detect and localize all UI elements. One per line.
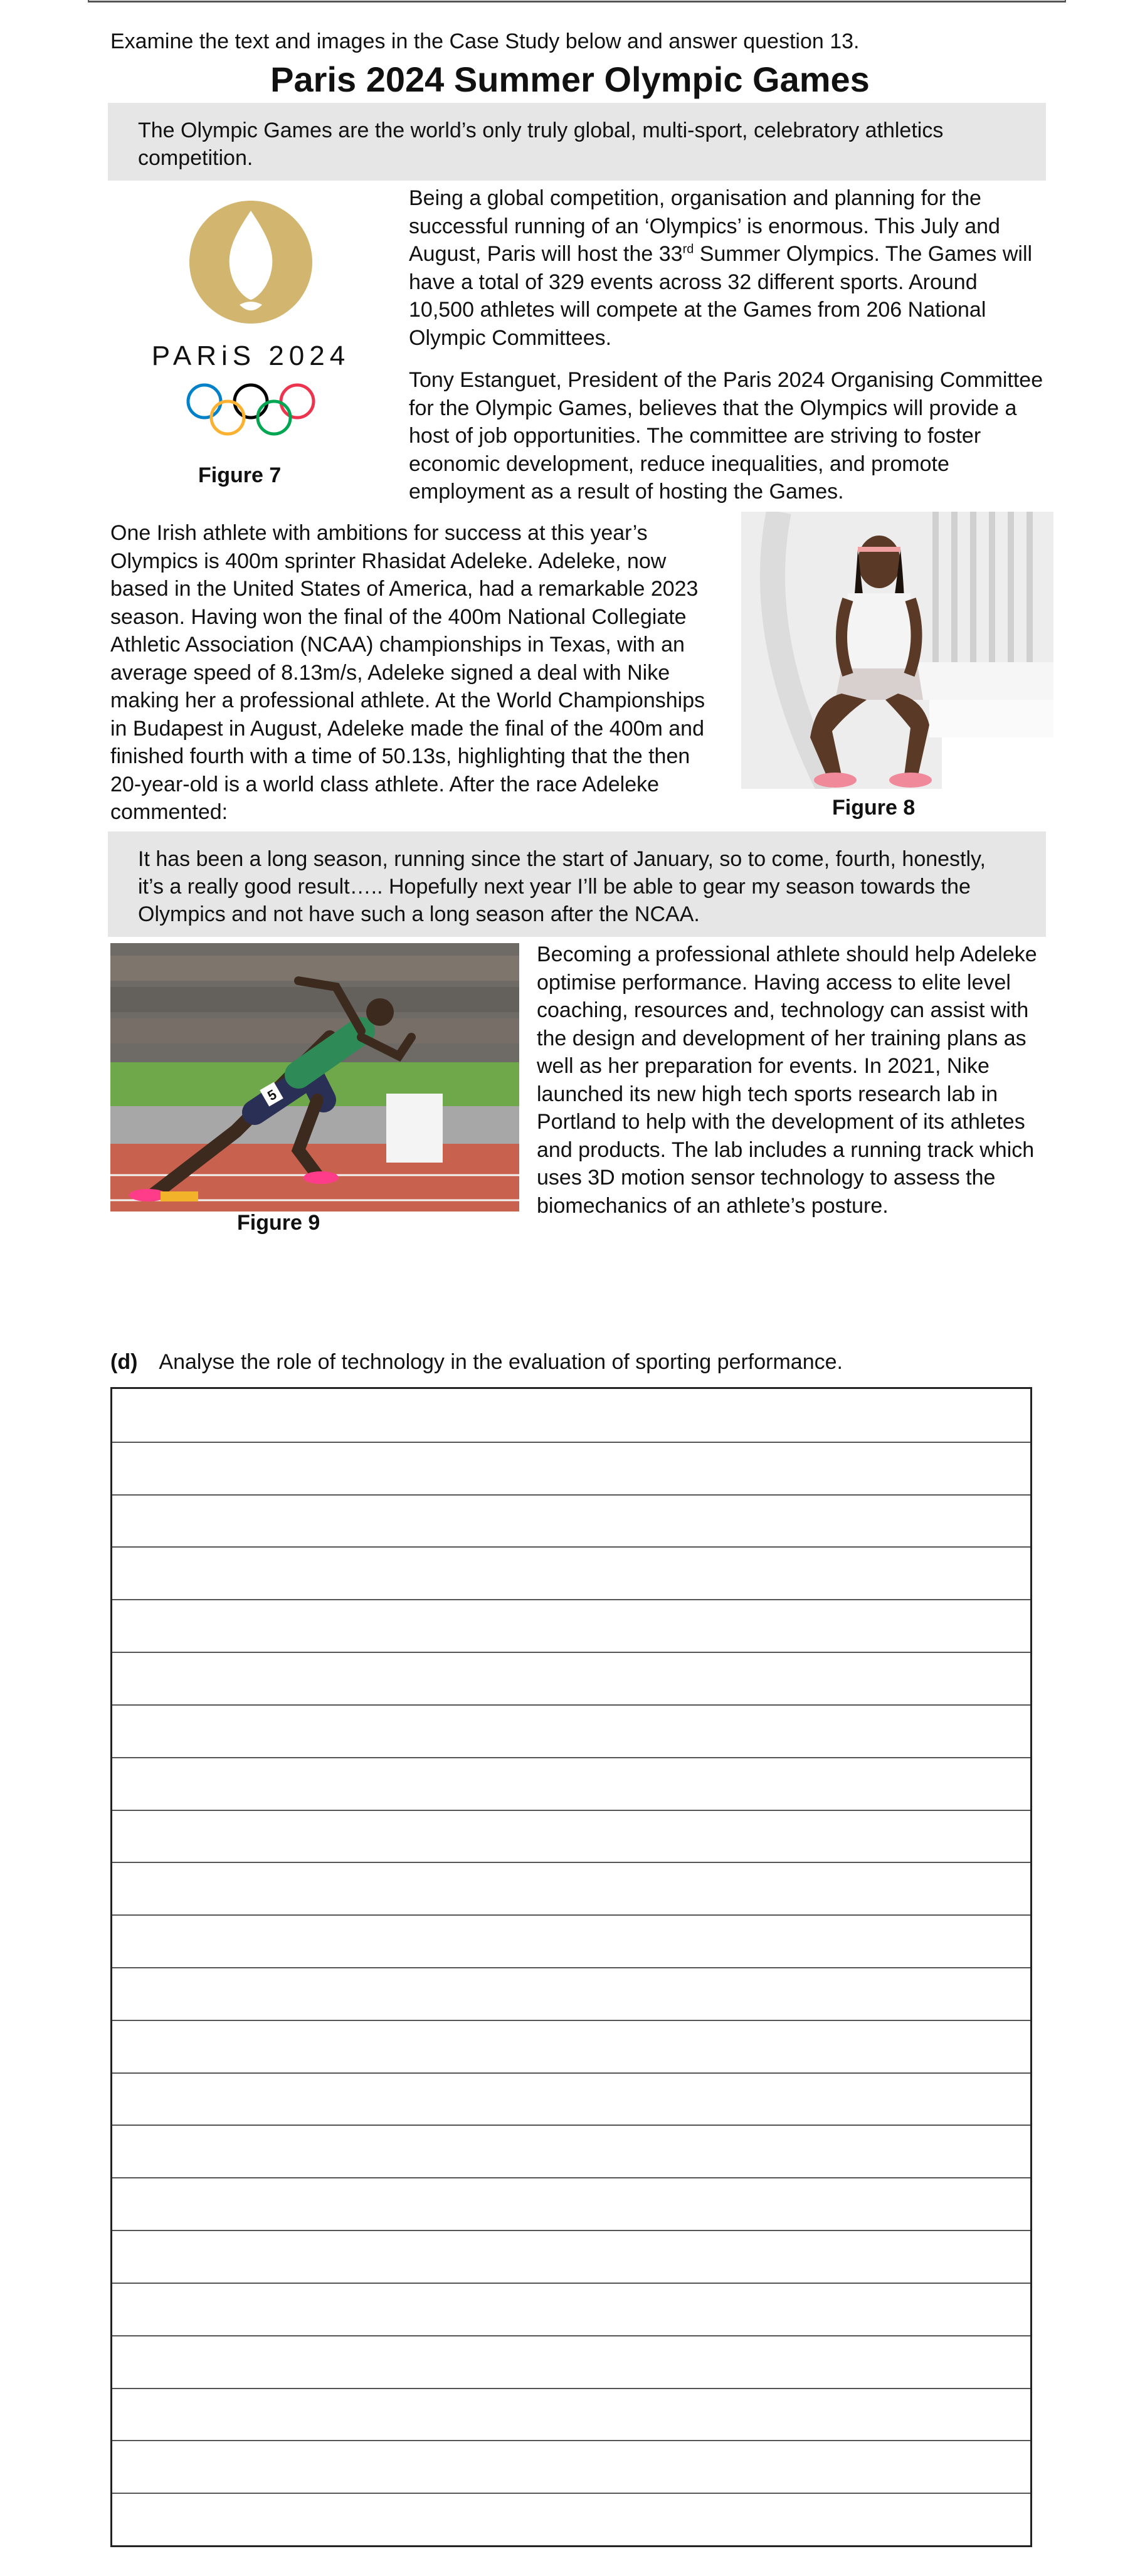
page-border-right: [1065, 0, 1066, 3]
answer-line: [112, 1862, 1030, 1863]
instruction: Examine the text and images in the Case Study below and answer question 13.: [110, 29, 860, 53]
answer-line: [112, 1546, 1030, 1548]
answer-line: [112, 1914, 1030, 1916]
olympic-rings-icon: [188, 385, 314, 434]
answer-line: [112, 1757, 1030, 1758]
page-title: Paris 2024 Summer Olympic Games: [270, 60, 870, 99]
question-number: (d): [110, 1350, 138, 1374]
answer-line: [112, 2177, 1030, 2178]
figure-7-caption: Figure 7: [198, 463, 282, 487]
paragraph-nike-lab: Becoming a professional athlete should help Adeleke optimise performance. Having access to elite level coaching, resources and, technology can assist with the design and development of her training plans as well as her preparation for events. In 2021, Nike launched its new high tech sports research lab in Portland to help with the development of its athletes and products. The lab includes a running track which uses 3D motion sensor technology to assess the biomechanics of an athlete’s posture.: [537, 942, 1037, 1218]
paris-2024-logo: [144, 201, 357, 439]
answer-line: [112, 2125, 1030, 2126]
answer-line: [112, 2388, 1030, 2389]
answer-line: [112, 2230, 1030, 2231]
answer-line: [112, 1442, 1030, 1443]
answer-line: [112, 2335, 1030, 2336]
figure-9-photo: [110, 943, 519, 1211]
figure-9-bib: 5: [265, 1086, 280, 1104]
paragraph-organisation: Being a global competition, organisation and planning for the successful running of an ‘Olympics’ is enormous. This July and August, Paris will host the 33rd Summer Olympics. The Games will have a total of 329 events across 32 different sports. Around 10,500 athletes will compete at the Games from 206 National Olympic Committees.: [409, 186, 1033, 350]
answer-line: [112, 2493, 1030, 2494]
answer-line: [112, 1810, 1030, 1811]
figure-8-photo: [741, 512, 1053, 789]
answer-line: [112, 1704, 1030, 1706]
page-top-border: [88, 0, 1066, 3]
answer-line: [112, 2072, 1030, 2074]
answer-line: [112, 1494, 1030, 1496]
question-d: [110, 1348, 843, 1376]
answer-line: [112, 2440, 1030, 2441]
answer-line: [112, 1599, 1030, 1600]
answer-line: [112, 2020, 1030, 2021]
crowd-blur: [110, 956, 519, 1043]
answer-line: [112, 2283, 1030, 2284]
logo-wordmark: PARiS 2024: [151, 340, 351, 371]
question-text: Analyse the role of technology in the evaluation of sporting performance.: [159, 1350, 843, 1374]
answer-line: [112, 1967, 1030, 1968]
answer-line: [112, 1652, 1030, 1653]
figure-8-caption: Figure 8: [832, 796, 916, 820]
quote-box: It has been a long season, running since the start of January, so to come, fourth, honestly, it’s a really good result….. Hopefully next year I’ll be able to gear my season towards the Olympics and not have such a long season after the NCAA.: [108, 831, 1046, 937]
figure-9-caption: Figure 9: [237, 1211, 320, 1235]
paragraph-adeleke: One Irish athlete with ambitions for success at this year’s Olympics is 400m sprinter Rhasidat Adeleke. Adeleke, now based in the United States of America, had a remarkable 2023 season. Having won the final of the 400m National Collegiate Athletic Association (NCAA) championships in Texas, with an average speed of 8.13m/s, Adeleke signed a deal with Nike making her a professional athlete. At the World Championships in Budapest in August, Adeleke made the final of the 400m and finished fourth with a time of 50.13s, highlighting that the then 20-year-old is a world class athlete. After the race Adeleke commented:: [110, 521, 705, 824]
intro-box: The Olympic Games are the world’s only truly global, multi-sport, celebratory athletics competition.: [108, 103, 1046, 181]
page-border-left: [88, 0, 89, 3]
paragraph-estanguet: Tony Estanguet, President of the Paris 2024 Organising Committee for the Olympic Games, believes that the Olympics will provide a host of job opportunities. The committee are striving to foster economic development, reduce inequalities, and promote employment as a result of hosting the Games.: [409, 368, 1043, 504]
answer-box[interactable]: [110, 1387, 1032, 2547]
